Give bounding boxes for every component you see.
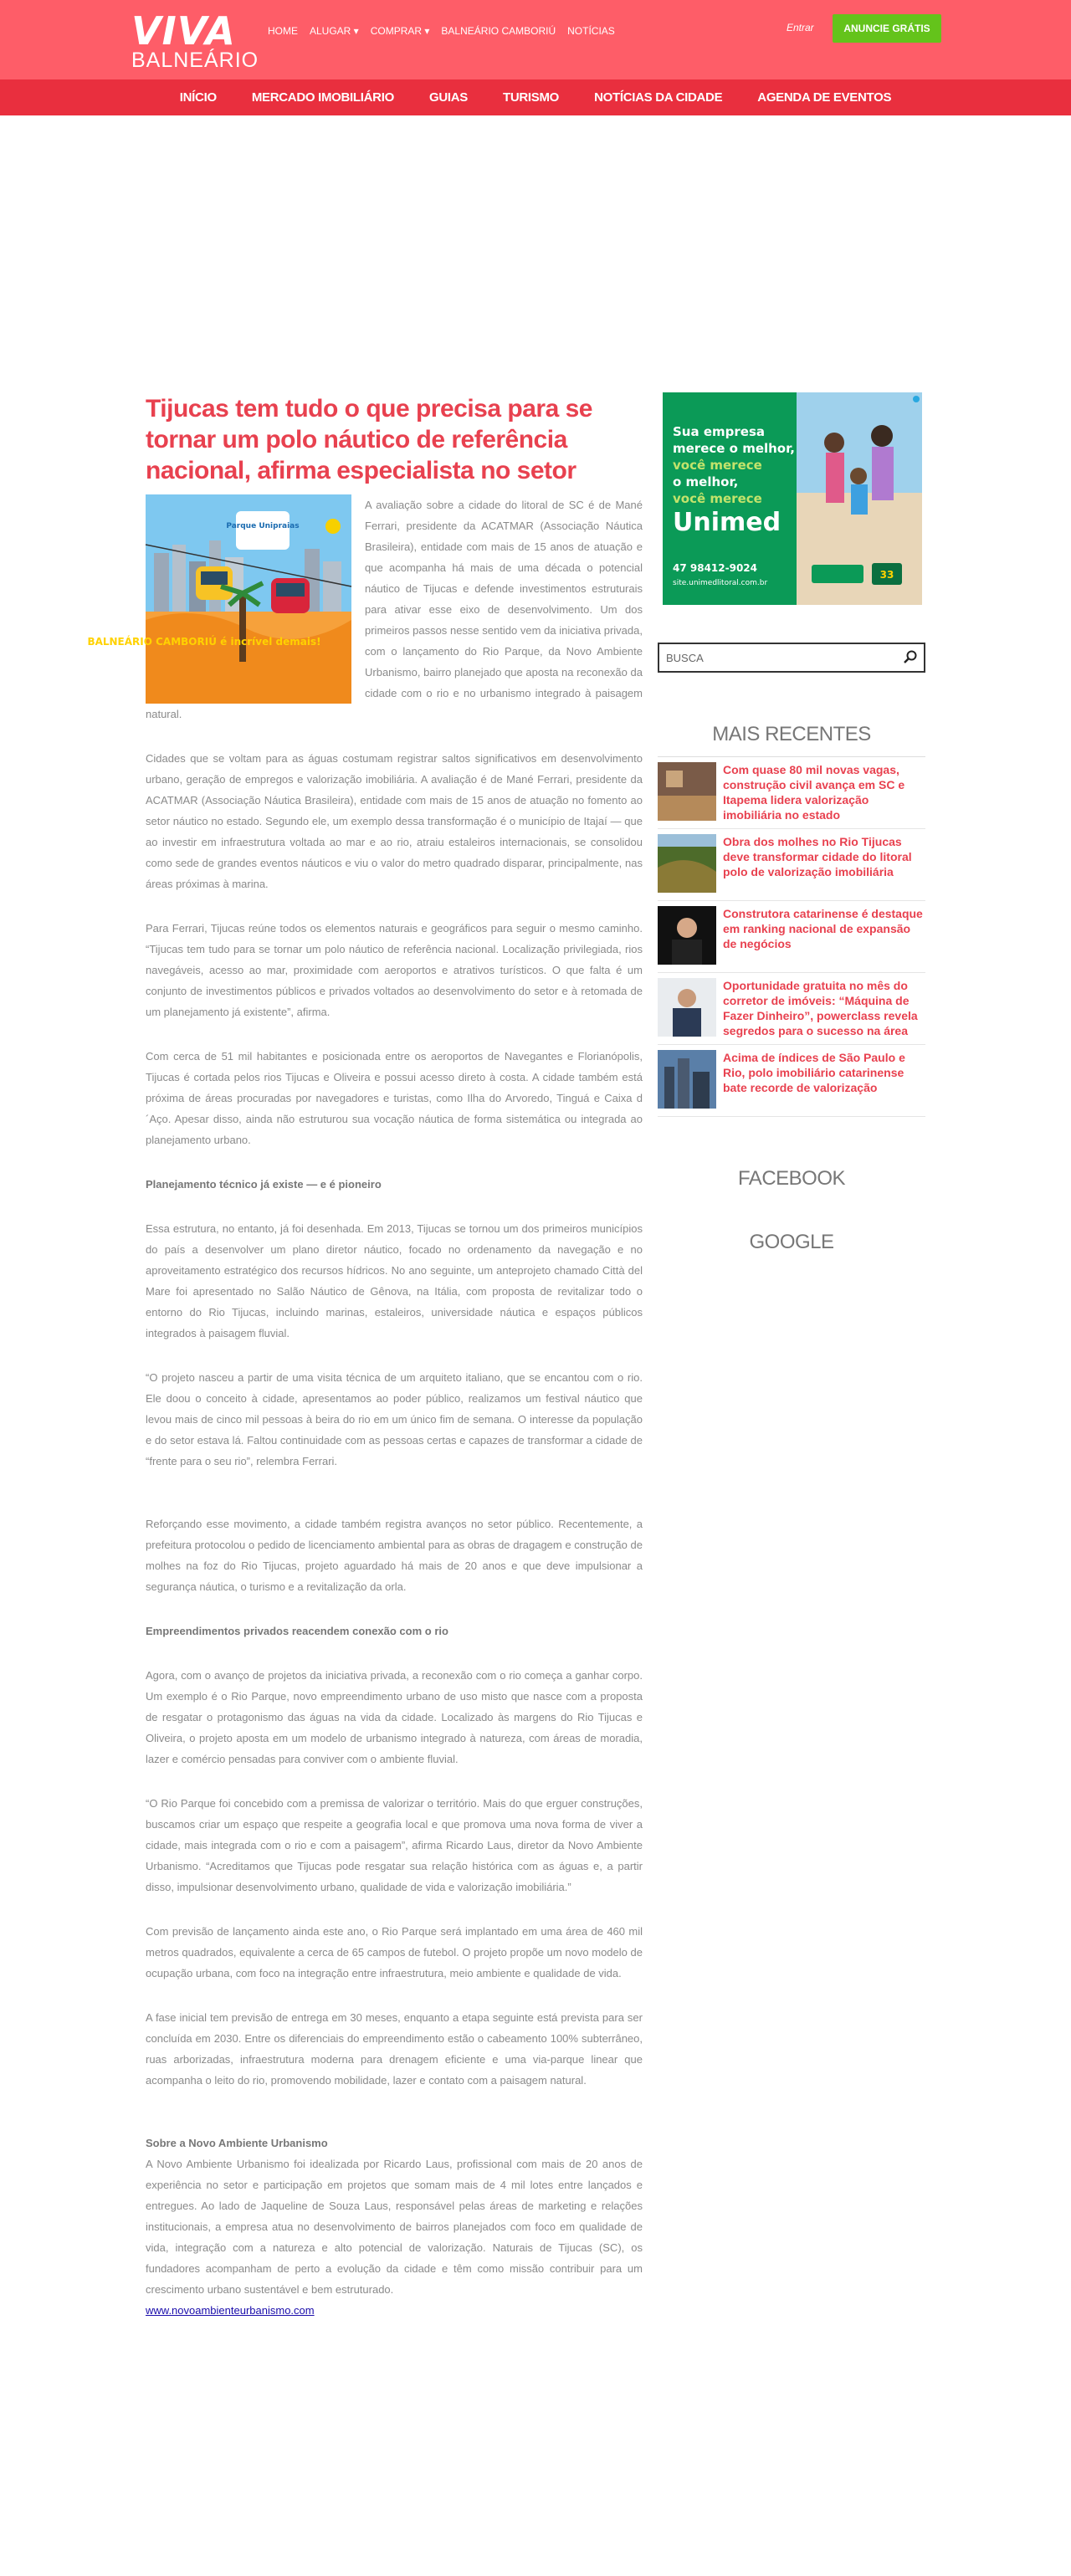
paragraph-11: A fase inicial tem previsão de entrega em 30 meses, enquanto a etapa seguinte está prevista para ser concluída em 2030. Entre os diferenciais do empreendimento estão o cabeamento 100% subterrâneo, ruas arborizadas, infraestrutura moderna para drenagem eficiente e uma via-parque linear que acompanha o leito do rio, promovendo mobilidade, lazer e contato com a paisagem natural. [146,2011,643,2087]
ad-line3: você merece [673,458,762,473]
recent-item[interactable] [658,901,925,973]
topnav-comprar[interactable]: COMPRAR ▾ [370,25,430,37]
search-box[interactable] [658,643,925,673]
hero-illustration [87,494,351,704]
paragraph-10: Com previsão de lançamento ainda este ano, o Rio Parque será implantado em uma área de 460 mil metros quadrados, equivalente a cerca de 65 campos de futebol. O projeto propõe um novo modelo de ocupação urbana, com foco na integração entre infraestrutura, meio ambiente e qualidade de vida. [146,1925,643,1979]
ad-line4: o melhor, [673,474,739,489]
topnav-alugar[interactable]: ALUGAR ▾ [310,25,359,37]
ad-phone: 47 98412-9024 [673,562,758,574]
paragraph-8: Agora, com o avanço de projetos da iniciativa privada, a reconexão com o rio começa a ganhar corpo. Um exemplo é o Rio Parque, novo empreendimento urbano de uso misto que nasce com a proposta de resgatar o protagonismo das águas na vida da cidade. Localizado às margens do Rio Tijucas e Oliveira, o projeto aposta em um modelo de urbanismo integrado à natureza, com áreas de moradia, lazer e comércio pensadas para conviver com o ambiente fluvial. [146,1669,643,1765]
recent-title: MAIS RECENTES [712,723,871,745]
logo-viva: VIVA [131,8,236,54]
recent-item[interactable] [658,973,925,1045]
top-nav [268,25,615,37]
ad-badge: 33 [879,569,894,581]
article-hero-image [87,494,351,704]
recent-item[interactable] [658,829,925,901]
mainnav-noticias[interactable]: NOTÍCIAS DA CIDADE [594,90,723,105]
ad-brand: Unimed [673,508,781,537]
recent-thumb-4 [658,978,716,1037]
mainnav-mercado[interactable]: MERCADO IMOBILIÁRIO [251,90,394,105]
topnav-home[interactable]: HOME [268,25,298,37]
main-nav [0,79,1071,115]
google-widget-title: GOOGLE [749,1231,834,1253]
sidebar [658,392,925,1254]
paragraph-3: Para Ferrari, Tijucas reúne todos os elementos naturais e geográficos para seguir o mesmo caminho. “Tijucas tem tudo para se tornar um polo náutico de referência nacional. Localização privilegiada, rios navegáveis, acesso ao mar, proximidade com aeroportos e atrativos turísticos. O que falta é um conjunto de investimentos públicos e privados voltados ao desenvolvimento do setor e à retomada de um planejamento já existente”, afirma. [146,922,643,1018]
search-placeholder: BUSCA [666,652,704,664]
company-link[interactable]: www.novoambienteurbanismo.com [146,2304,315,2317]
hero-caption: BALNEÁRIO CAMBORIÚ é incrível demais! [87,636,321,648]
article [87,393,643,2321]
paragraph-2: Cidades que se voltam para as águas costumam registrar saltos significativos em desenvolvimento urbano, geração de empregos e valorização imobiliária. A avaliação é de Mané Ferrari, presidente da ACATMAR (Associação Náutica Brasileira), entidade com mais de 15 anos de atuação no fomento ao setor náutico no estado. Segundo ele, um exemplo dessa transformação é o município de Itajaí — que ao investir em infraestrutura voltada ao mar e ao rio, atraiu estaleiros internacionais, se consolidou como sede de grandes eventos náuticos e viu o valor do metro quadrado disparar, principalmente, nas áreas próximas à marina. [146,752,643,890]
ad-line1: Sua empresa [673,424,765,439]
subheading-2: Empreendimentos privados reacendem conexão com o rio [146,1625,448,1637]
ad-line2: merece o melhor, [673,441,796,456]
mainnav-inicio[interactable]: INÍCIO [179,90,217,105]
site-logo[interactable] [131,8,259,72]
sidebar-ad[interactable] [663,392,922,605]
search-icon[interactable] [904,650,917,668]
recent-title-5[interactable]: Acima de índices de São Paulo e Rio, polo imobiliário catarinense bate recorde de valorização [723,1051,905,1094]
logo-balneario: BALNEÁRIO [131,49,259,72]
article-body [87,494,643,2321]
ad-illustration [663,392,922,605]
paragraph-5: Essa estrutura, no entanto, já foi desenhada. Em 2013, Tijucas se tornou um dos primeiros municípios do país a desenvolver um plano diretor náutico, focado no ordenamento da navegação e no aproveitamento estratégico dos recursos hídricos. No ano seguinte, um anteprojeto chamado Città del Mare foi apresentado no Salão Náutico de Gênova, na Itália, com proposta de revitalizar todo o entorno do Rio Tijucas, incluindo marinas, estaleiros, universidade náutica e espaços públicos integrados à paisagem fluvial. [146,1222,643,1339]
paragraph-12: A Novo Ambiente Urbanismo foi idealizada por Ricardo Laus, profissional com mais de 20 anos de experiência no setor e participação em projetos que somam mais de 4 mil lotes entre lançados e entregues. Ao lado de Jaqueline de Souza Laus, responsável pelas áreas de marketing e relações institucionais, a empresa atua no desenvolvimento de bairros planejados com foco em qualidade de vida, integração com a natureza e alto potencial de valorização. Naturais de Tijucas (SC), os fundadores acompanham de perto a evolução da cidade e têm como missão contribuir para um crescimento urbano sustentável e bem estruturado. [146,2158,643,2296]
ad-site: site.unimedlitoral.com.br [673,579,768,587]
topnav-balneario[interactable]: BALNEÁRIO CAMBORIÚ [441,25,556,37]
advertise-button[interactable]: ANUNCIE GRÁTIS [833,14,941,43]
recent-thumb-2 [658,834,716,893]
article-title: Tijucas tem tudo o que precisa para se tornar um polo náutico de referência nacional, afirma especialista no setor [146,395,592,484]
recent-title-2[interactable]: Obra dos molhes no Rio Tijucas deve transformar cidade do litoral polo de valorização imobiliária [723,835,912,878]
subheading-3: Sobre a Novo Ambiente Urbanismo [146,2137,328,2149]
paragraph-4: Com cerca de 51 mil habitantes e posicionada entre os aeroportos de Navegantes e Florianópolis, Tijucas é cortada pelos rios Tijucas e Oliveira e possui acesso direto à costa. A cidade também está próxima de áreas procuradas por navegadores e turistas, como Ilha do Arvoredo, Tinguá e Caixa d´Aço. Apesar disso, ainda não estruturou sua vocação náutica de forma sistemática ou integrada ao planejamento urbano. [146,1050,643,1146]
recent-title-1[interactable]: Com quase 80 mil novas vagas, construção civil avança em SC e Itapema lidera valorização imobiliária no estado [723,763,905,822]
site-header [0,0,1071,79]
recent-list [658,756,925,1117]
subheading-1: Planejamento técnico já existe — e é pioneiro [146,1178,382,1191]
topnav-noticias[interactable]: NOTÍCIAS [567,25,615,37]
paragraph-7: Reforçando esse movimento, a cidade também registra avanços no setor público. Recentemente, a prefeitura protocolou o pedido de licenciamento ambiental para as obras de dragagem e construção de molhes na foz do Rio Tijucas, projeto aguardado há mais de 20 anos e que deve impulsionar a segurança náutica, o turismo e a revitalização da orla. [146,1518,643,1593]
recent-thumb-3 [658,906,716,965]
paragraph-1: A avaliação sobre a cidade do litoral de SC é de Mané Ferrari, presidente da ACATMAR (Associação Náutica Brasileira), entidade com mais de 15 anos de atuação e que acompanha há mais de uma década o potencial náutico de Tijucas e defende investimentos estruturais para ativar esse eixo de desenvolvimento. Um dos primeiros passos nesse sentido vem da iniciativa privada, com o lançamento do Rio Parque, da Novo Ambiente Urbanismo, bairro planejado que aposta na reconexão da cidade com o rio e no urbanismo integrado à paisagem natural. [146,499,643,720]
paragraph-9: “O Rio Parque foi concebido com a premissa de valorizar o território. Mais do que erguer construções, buscamos criar um espaço que respeite a geografia local e que promova uma nova forma de viver a cidade, mais integrada com o rio e com a paisagem”, afirma Ricardo Laus, diretor da Novo Ambiente Urbanismo. “Acreditamos que Tijucas pode resgatar sua relação histórica com as águas e, a partir disso, impulsionar desenvolvimento urbano, qualidade de vida e valorização imobiliária.” [146,1797,643,1893]
mainnav-guias[interactable]: GUIAS [428,90,468,105]
recent-thumb-5 [658,1050,716,1109]
paragraph-6: “O projeto nasceu a partir de uma visita técnica de um arquiteto italiano, que se encantou com o rio. Ele doou o conceito à cidade, apresentamos ao poder público, realizamos um festival náutico que levou mais de cinco mil pessoas à beira do rio em um único fim de semana. O interesse da população e do setor estava lá. Faltou continuidade com as pessoas certas e capazes de transformar a cidade de “frente para o seu rio”, relembra Ferrari. [146,1371,643,1467]
recent-title-3[interactable]: Construtora catarinense é destaque em ranking nacional de expansão de negócios [723,907,923,950]
login-link[interactable]: Entrar [787,22,814,33]
mainnav-turismo[interactable]: TURISMO [502,90,560,105]
recent-item[interactable] [658,1045,925,1117]
facebook-widget-title: FACEBOOK [737,1167,846,1190]
hero-logo-text: Parque Unipraias [226,522,300,530]
recent-item[interactable] [658,757,925,829]
ad-line5: você merece [673,491,762,506]
recent-thumb-1 [658,762,716,821]
recent-title-4[interactable]: Oportunidade gratuita no mês do corretor de imóveis: “Máquina de Fazer Dinheiro”, powerclass revela segredos para o sucesso na área [723,979,918,1037]
mainnav-agenda[interactable]: AGENDA DE EVENTOS [757,90,892,105]
